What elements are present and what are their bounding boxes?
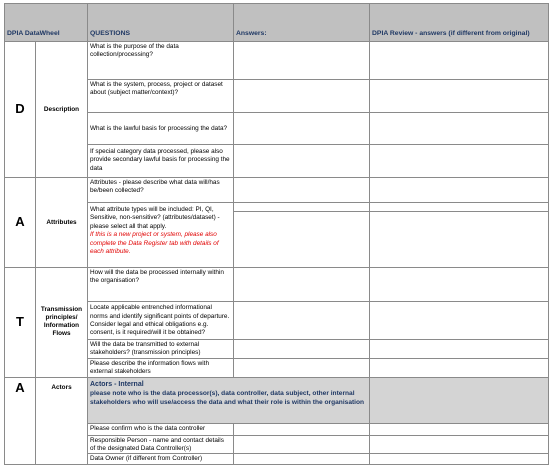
question-cell: Locate applicable entrenched informational norms and identify significant points of departure. Consider legal and ethical obligations e.g. consent, is it required/will it be obtained?	[88, 302, 234, 340]
question-cell: Attributes - please describe what data will/has be/been collected?	[88, 178, 234, 203]
question-cell: If special category data processed, please also provide secondary lawful basis for processing the data	[88, 145, 234, 178]
section-letter-a-actors: A	[5, 377, 36, 464]
review-cell[interactable]	[370, 80, 549, 113]
review-cell[interactable]	[370, 268, 549, 302]
question-cell: Will the data be transmitted to external stakeholders? (transmission principles)	[88, 340, 234, 359]
actors-internal-banner	[88, 377, 370, 423]
table-row	[5, 377, 549, 423]
answer-cell[interactable]	[234, 302, 370, 340]
header-dpia-review: DPIA Review - answers (if different from original)	[370, 4, 549, 42]
review-cell[interactable]	[370, 358, 549, 377]
review-cell[interactable]	[370, 42, 549, 80]
answer-cell[interactable]	[234, 212, 370, 268]
section-letter-d: D	[5, 42, 36, 178]
section-attributes: Attributes	[36, 178, 88, 268]
review-cell[interactable]	[370, 203, 549, 212]
section-letter-a: A	[5, 178, 36, 268]
question-cell	[88, 203, 234, 268]
dpia-datawheel-table	[4, 3, 549, 465]
question-cell: Responsible Person - name and contact details of the designated Data Controller(s)	[88, 435, 234, 454]
question-cell: What is the purpose of the data collection/processing?	[88, 42, 234, 80]
section-actors: Actors	[36, 377, 88, 464]
review-cell[interactable]	[370, 302, 549, 340]
header-dpia-datawheel: DPIA DataWheel	[5, 4, 88, 42]
review-cell[interactable]	[370, 435, 549, 454]
answer-cell[interactable]	[234, 113, 370, 145]
answer-cell[interactable]	[234, 203, 370, 212]
answer-cell[interactable]	[234, 42, 370, 80]
answer-cell[interactable]	[234, 423, 370, 435]
data-register-note: If this is a new project or system, please also complete the Data Register tab with details of each attribute.	[90, 231, 219, 256]
question-cell: Please describe the information flows with external stakeholders	[88, 358, 234, 377]
review-cell[interactable]	[370, 340, 549, 359]
question-cell: What is the lawful basis for processing the data?	[88, 113, 234, 145]
attribute-types-question: What attribute types will be included: PI, QI, Sensitive, non-sensitive? (attributes/dataset) - please select all that apply.	[90, 206, 220, 230]
table-row	[5, 42, 549, 80]
answer-cell[interactable]	[234, 268, 370, 302]
review-cell[interactable]	[370, 178, 549, 203]
header-row	[5, 4, 549, 42]
question-cell: Please confirm who is the data controller	[88, 423, 234, 435]
actors-internal-note: please note who is the data processor(s), data controller, data subject, other internal stakeholders who will use/access the data and what their role is within the organisation	[90, 389, 365, 406]
review-cell[interactable]	[370, 212, 549, 268]
question-cell: What is the system, process, project or dataset about (subject matter/context)?	[88, 80, 234, 113]
answer-cell[interactable]	[234, 454, 370, 464]
question-cell: Data Owner (if different from Controller)	[88, 454, 234, 464]
table-row	[5, 268, 549, 302]
review-cell[interactable]	[370, 113, 549, 145]
review-cell[interactable]	[370, 423, 549, 435]
answer-cell[interactable]	[234, 358, 370, 377]
header-answers: Answers:	[234, 4, 370, 42]
answer-cell[interactable]	[234, 80, 370, 113]
answer-cell[interactable]	[234, 435, 370, 454]
section-transmission-principles: Transmission principles/ Information Flows	[36, 268, 88, 378]
review-cell[interactable]	[370, 454, 549, 464]
section-description: Description	[36, 42, 88, 178]
answer-cell[interactable]	[234, 340, 370, 359]
actors-internal-title: Actors - Internal	[90, 380, 144, 388]
review-cell[interactable]	[370, 145, 549, 178]
table-row	[5, 178, 549, 203]
header-questions: QUESTIONS	[88, 4, 234, 42]
section-letter-t: T	[5, 268, 36, 378]
answer-cell[interactable]	[234, 178, 370, 203]
answer-cell[interactable]	[234, 145, 370, 178]
review-cell[interactable]	[370, 377, 549, 423]
question-cell: How will the data be processed internally within the organisation?	[88, 268, 234, 302]
